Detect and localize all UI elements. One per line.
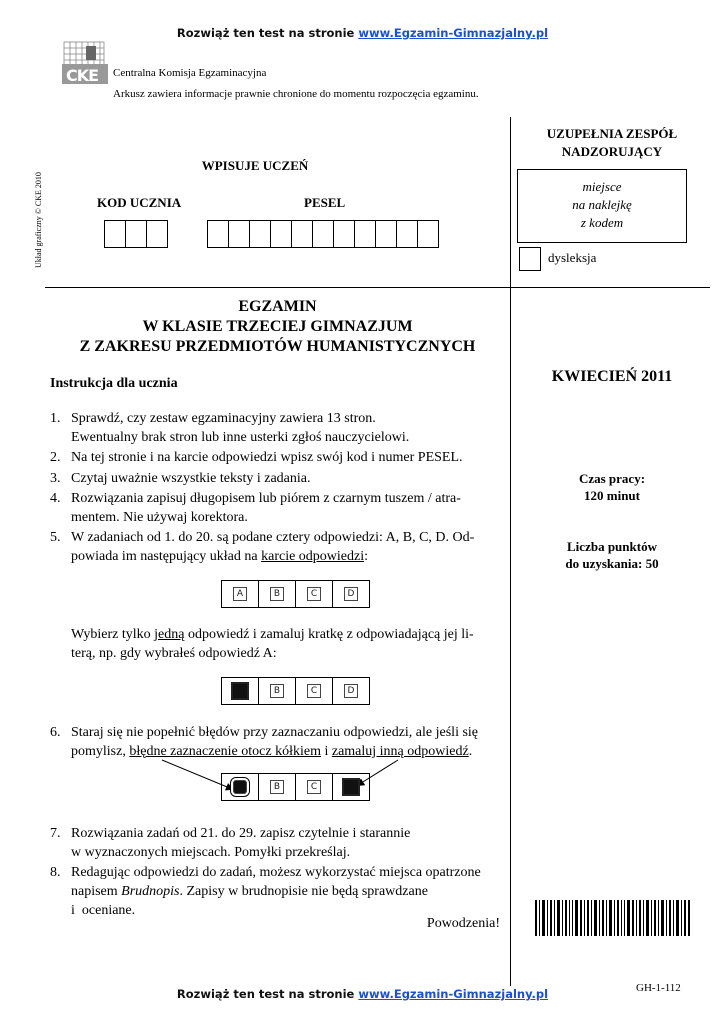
- item-number: 7.: [50, 826, 61, 841]
- item-text: mentem. Nie używaj korektora.: [71, 510, 248, 525]
- instruction-item-2: [50, 448, 510, 467]
- answer-card-underline: karcie odpowiedzi: [261, 549, 365, 564]
- proctor-title-line2: NADZORUJĄCY: [561, 144, 663, 159]
- item-number: 3.: [50, 471, 61, 486]
- item-text: Redagując odpowiedzi do zadań, możesz wykorzystać miejsca opatrzone: [71, 865, 481, 880]
- barcode-icon: [535, 900, 691, 936]
- kod-box[interactable]: [104, 220, 126, 248]
- instructions-heading: Instrukcja dla ucznia: [50, 376, 178, 391]
- pesel-box[interactable]: [207, 220, 229, 248]
- item-number: 6.: [50, 725, 61, 740]
- item-text: [71, 547, 510, 566]
- legal-notice: Arkusz zawiera informacje prawnie chronione do momentu rozpoczęcia egzaminu.: [113, 88, 479, 100]
- proctor-section-title: [512, 125, 712, 161]
- answer-label-d: D: [344, 684, 358, 698]
- item-text: [71, 625, 531, 644]
- text-span: napisem: [71, 884, 122, 899]
- item-number: 5.: [50, 530, 61, 545]
- exam-title-line3: Z ZAKRESU PRZEDMIOTÓW HUMANISTYCZNYCH: [79, 338, 476, 355]
- item-text: [71, 882, 510, 901]
- answer-cell: [259, 774, 296, 800]
- answer-cell: [296, 581, 333, 607]
- answer-cell: [222, 678, 259, 704]
- answer-label-a-circled: A: [233, 780, 247, 794]
- pesel-box[interactable]: [417, 220, 439, 248]
- answer-label-c: C: [307, 684, 321, 698]
- brudnopis-italic: Brudnopis: [121, 884, 180, 899]
- item-number: 8.: [50, 865, 61, 880]
- dyslexia-checkbox[interactable]: [519, 247, 541, 271]
- answer-cell: [259, 581, 296, 607]
- item-number: 1.: [50, 411, 61, 426]
- top-banner: [0, 26, 725, 40]
- points-info: [512, 538, 712, 572]
- answer-cell: [296, 678, 333, 704]
- answer-label-c: C: [307, 587, 321, 601]
- answer-example-filled: [221, 677, 370, 705]
- student-section-title: WPISUJE UCZEŃ: [201, 158, 309, 173]
- pesel-box[interactable]: [396, 220, 418, 248]
- sticker-line3: z kodem: [580, 215, 624, 230]
- cke-logo: [60, 40, 108, 86]
- instruction-item-1: [50, 409, 510, 447]
- answer-label-b: B: [270, 684, 284, 698]
- pesel-box[interactable]: [291, 220, 313, 248]
- fill-other-underline: zamaluj inną odpowiedź: [331, 744, 469, 759]
- booklet-code: GH-1-112: [636, 982, 681, 994]
- pesel-boxes[interactable]: [208, 220, 439, 248]
- banner-link[interactable]: www.Egzamin-Gimnazjalny.pl: [358, 26, 549, 40]
- item-number: 2.: [50, 450, 61, 465]
- vertical-divider: [510, 117, 511, 986]
- text-span: odpowiedź i zamaluj kratkę z odpowiadającą jej li-: [184, 627, 474, 642]
- horizontal-divider: [45, 287, 710, 288]
- text-span: powiada im następujący układ na: [71, 549, 262, 564]
- text-span: Wybierz tylko: [71, 627, 155, 642]
- points-label: Liczba punktów: [567, 539, 657, 554]
- answer-cell: [222, 774, 259, 800]
- points-value: do uzyskania: 50: [565, 556, 659, 571]
- instruction-item-7: [50, 824, 510, 862]
- only-one-underline: jedną: [154, 627, 185, 642]
- kod-ucznia-label: KOD UCZNIA: [97, 195, 182, 210]
- logo-text: CKE: [66, 66, 99, 85]
- item-text: Ewentualny brak stron lub inne usterki zgłoś nauczycielowi.: [71, 430, 410, 445]
- kod-box[interactable]: [146, 220, 168, 248]
- answer-label-b: B: [270, 780, 284, 794]
- banner-link[interactable]: www.Egzamin-Gimnazjalny.pl: [358, 987, 549, 1001]
- answer-label-d: D: [344, 587, 358, 601]
- item-text: Rozwiązania zadań od 21. do 29. zapisz czytelnie i starannie: [71, 826, 411, 841]
- pesel-box[interactable]: [270, 220, 292, 248]
- exam-title: [45, 297, 510, 357]
- item-text: terą, np. gdy wybrałeś odpowiedź A:: [71, 646, 277, 661]
- time-label: Czas pracy:: [578, 471, 646, 486]
- answer-label-c: C: [307, 780, 321, 794]
- sticker-line1: miejsce: [582, 179, 622, 194]
- answer-example-corrected: [221, 773, 370, 801]
- answer-cell: [333, 774, 369, 800]
- pesel-box[interactable]: [249, 220, 271, 248]
- exam-title-line2: W KLASIE TRZECIEJ GIMNAZJUM: [142, 318, 413, 335]
- dyslexia-label: dysleksja: [548, 250, 597, 265]
- pesel-box[interactable]: [312, 220, 334, 248]
- pesel-label: PESEL: [304, 195, 346, 210]
- answer-label-a-filled: A: [233, 684, 247, 698]
- text-span: .: [468, 744, 473, 759]
- item-text: i oceniane.: [71, 903, 136, 918]
- kod-ucznia-boxes[interactable]: [105, 220, 168, 248]
- instruction-item-3: [50, 469, 510, 488]
- banner-text: Rozwiąż ten test na stronie: [176, 987, 359, 1001]
- barcode: [535, 900, 691, 941]
- item-text: W zadaniach od 1. do 20. są podane cztery odpowiedzi: A, B, C, D. Od-: [71, 530, 475, 545]
- time-value: 120 minut: [584, 488, 640, 503]
- item-text: Na tej stronie i na karcie odpowiedzi wpisz swój kod i numer PESEL.: [71, 450, 463, 465]
- text-span: i: [320, 744, 332, 759]
- answer-cell: [333, 678, 369, 704]
- instruction-item-4: [50, 489, 510, 527]
- good-luck-text: Powodzenia!: [426, 916, 500, 931]
- pesel-box[interactable]: [333, 220, 355, 248]
- answer-cell: [333, 581, 369, 607]
- exam-date: KWIECIEŃ 2011: [551, 368, 673, 385]
- item-text: Staraj się nie popełnić błędów przy zaznaczaniu odpowiedzi, ale jeśli się: [71, 725, 479, 740]
- banner-text: Rozwiąż ten test na stronie: [176, 26, 359, 40]
- item-text: Czytaj uważnie wszystkie teksty i zadania.: [71, 471, 311, 486]
- circle-wrong-underline: błędne zaznaczenie otocz kółkiem: [129, 744, 321, 759]
- answer-cell: [296, 774, 333, 800]
- pesel-box[interactable]: [354, 220, 376, 248]
- pesel-box[interactable]: [375, 220, 397, 248]
- instruction-item-8: [50, 863, 510, 920]
- item-number: 4.: [50, 491, 61, 506]
- text-span: pomylisz,: [71, 744, 130, 759]
- answer-cell: [259, 678, 296, 704]
- time-info: [512, 470, 712, 504]
- item-text: Sprawdź, czy zestaw egzaminacyjny zawiera 13 stron.: [71, 411, 376, 426]
- kod-box[interactable]: [125, 220, 147, 248]
- answer-label-b: B: [270, 587, 284, 601]
- text-span: . Zapisy w brudnopisie nie będą sprawdzane: [179, 884, 428, 899]
- item-text: w wyznaczonych miejscach. Pomyłki przekreślaj.: [71, 845, 351, 860]
- exam-title-line1: EGZAMIN: [238, 298, 317, 315]
- sticker-line2: na naklejkę: [572, 197, 632, 212]
- pesel-box[interactable]: [228, 220, 250, 248]
- answer-example-empty: [221, 580, 370, 608]
- side-copyright-note: Układ graficzny © CKE 2010: [34, 172, 43, 268]
- proctor-title-line1: UZUPEŁNIA ZESPÓŁ: [546, 126, 678, 141]
- answer-label-d-filled: D: [344, 780, 358, 794]
- bottom-banner: [0, 987, 725, 1001]
- sticker-box[interactable]: [517, 169, 687, 243]
- answer-label-a: A: [233, 587, 247, 601]
- institution-name: Centralna Komisja Egzaminacyjna: [113, 67, 267, 79]
- item-text: Rozwiązania zapisuj długopisem lub piórem z czarnym tuszem / atra-: [71, 491, 461, 506]
- text-span: :: [364, 549, 369, 564]
- answer-cell: [222, 581, 259, 607]
- choose-instruction: [71, 625, 531, 663]
- instruction-item-5: [50, 528, 510, 566]
